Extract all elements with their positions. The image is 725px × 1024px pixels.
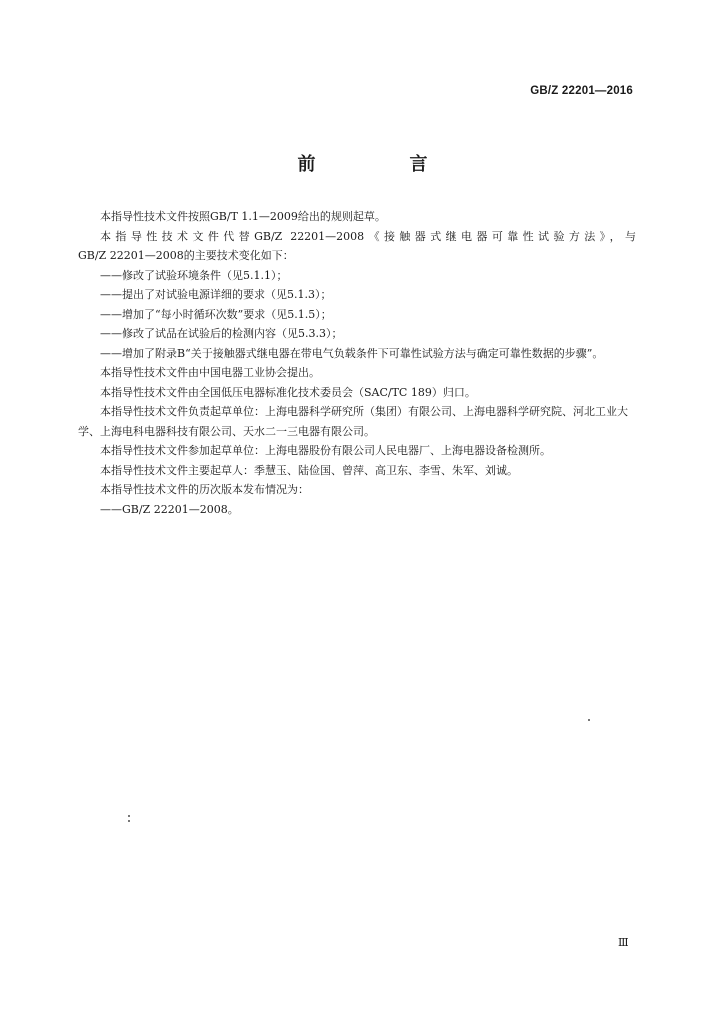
paragraph-proposed-by: 本指导性技术文件由中国电器工业协会提出。 [100,366,320,379]
scan-speck [128,815,130,817]
scan-speck [128,820,130,822]
scan-speck [588,719,590,721]
change-item-2: ——提出了对试验电源详细的要求（见5.1.3）； [100,288,332,301]
standard-code-header: GB/Z 22201—2016 [530,85,633,97]
paragraph-drafters: 本指导性技术文件主要起草人：季慧玉、陆俭国、曾萍、高卫东、李雪、朱军、刘诚。 [100,463,518,477]
change-item-3: ——增加了“每小时循环次数”要求（见5.1.5）； [100,307,332,321]
change-item-1: ——修改了试验环境条件（见5.1.1）； [100,268,288,282]
paragraph-replaces-line2: GB/Z 22201—2008的主要技术变化如下： [78,249,294,262]
paragraph-centralized-by: 本指导性技术文件由全国低压电器标准化技术委员会（SAC/TC 189）归口。 [100,385,476,399]
paragraph-main-drafting-units: 本指导性技术文件负责起草单位：上海电器科学研究所（集团）有限公司、上海电器科学研究院、河北工业大学、上海电科电器科技有限公司、天水二一三电器有限公司。 [78,405,628,438]
change-item-5: ——增加了附录B“关于接触器式继电器在带电气负载条件下可靠性试验方法与确定可靠性数据的步骤”。 [100,346,604,360]
paragraph-replaces-line1: 本指导性技术文件代替GB/Z 22201—2008《接触器式继电器可靠性试验方法》，与 [100,229,636,243]
paragraph-drafting-rules: 本指导性技术文件按照GB/T 1.1—2009给出的规则起草。 [100,210,386,223]
page-title: 前 言 [297,154,466,175]
change-item-4: ——修改了试品在试验后的检测内容（见5.3.3）； [100,327,343,340]
history-item-1: ——GB/Z 22201—2008。 [100,502,239,516]
page-number: Ⅲ [618,936,629,949]
paragraph-participating-units: 本指导性技术文件参加起草单位：上海电器股份有限公司人民电器厂、上海电器设备检测所。 [100,444,551,457]
document-body [78,207,636,519]
paragraph-version-history: 本指导性技术文件的历次版本发布情况为： [100,483,309,496]
